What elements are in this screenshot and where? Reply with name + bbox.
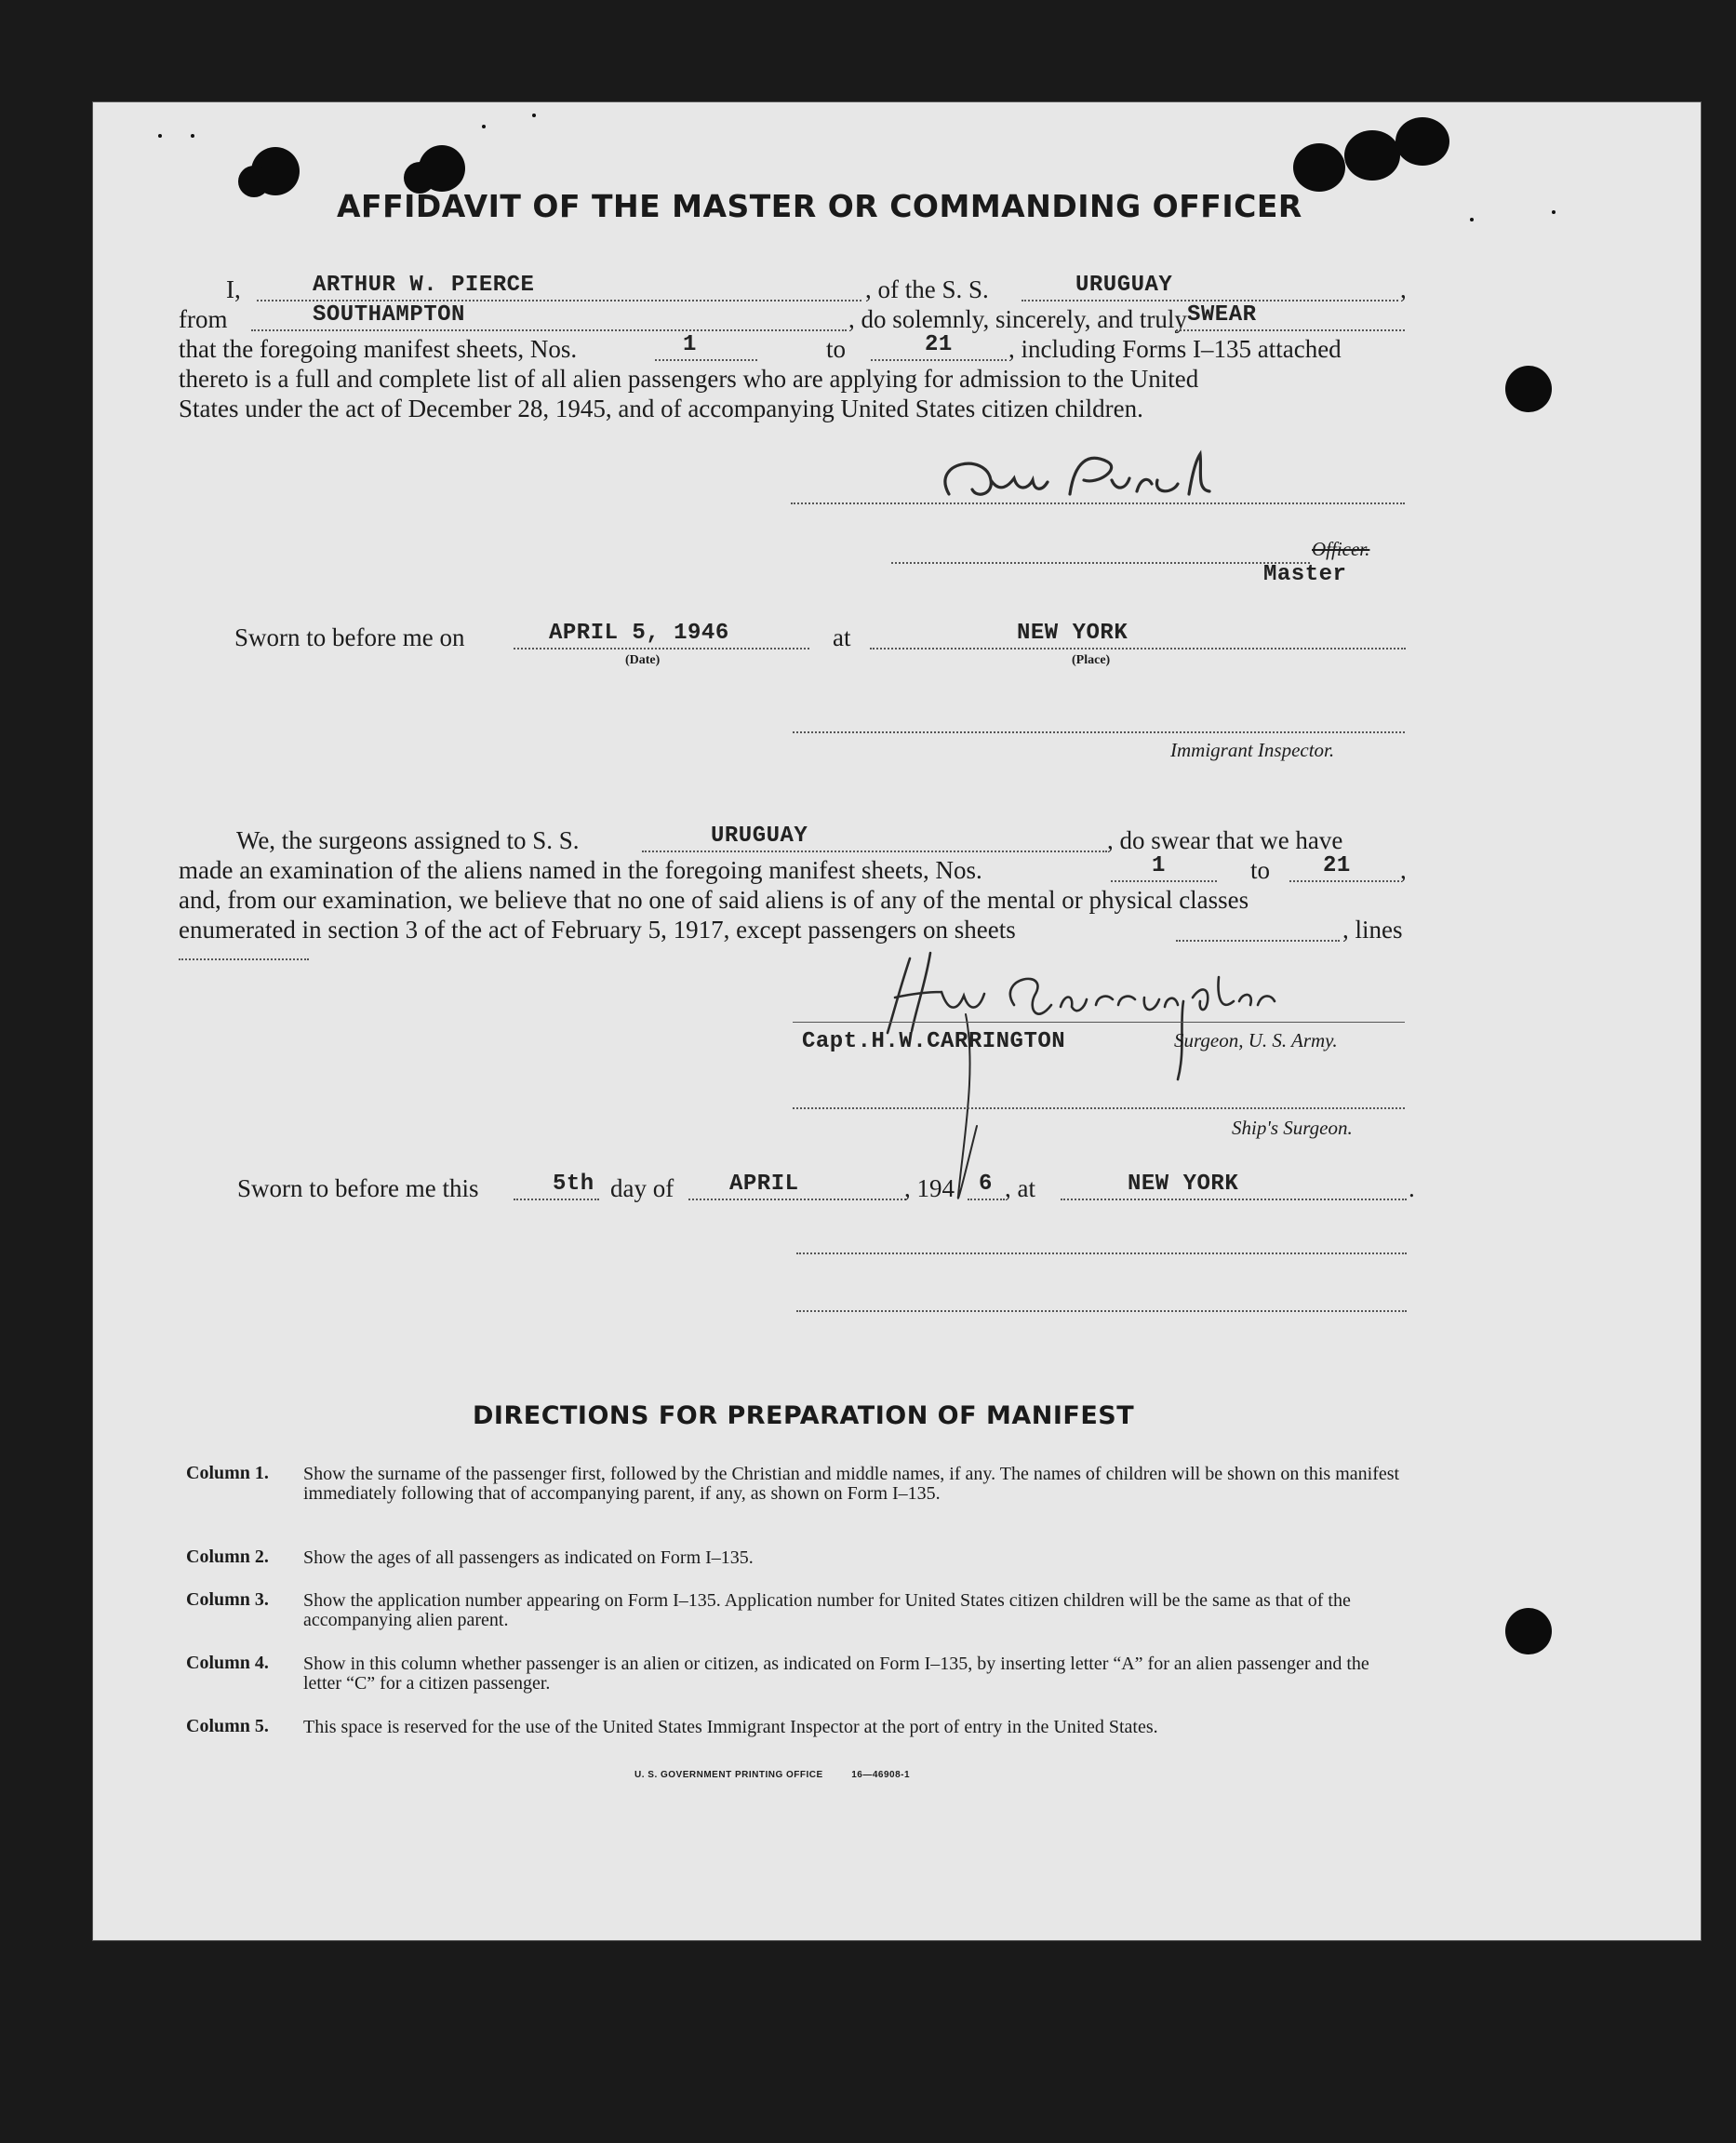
directions-title: DIRECTIONS FOR PREPARATION OF MANIFEST bbox=[473, 1401, 1135, 1430]
sworn-year-value: 6 bbox=[979, 1172, 993, 1197]
punch-hole bbox=[1505, 1608, 1552, 1654]
sheet-to-value: 21 bbox=[925, 332, 953, 357]
affidavit-text: that the foregoing manifest sheets, Nos. bbox=[179, 335, 578, 363]
column-5-text: This space is reserved for the use of the United States Immigrant Inspector at the port of entry in the United States. bbox=[303, 1717, 1158, 1737]
affidavit-text: to bbox=[826, 335, 847, 363]
ink-fleck bbox=[482, 125, 486, 128]
oath-field bbox=[1176, 302, 1405, 331]
inspector-line bbox=[793, 731, 1405, 733]
printer-name: U. S. GOVERNMENT PRINTING OFFICE bbox=[634, 1770, 823, 1780]
officer-line bbox=[891, 562, 1310, 564]
affidavit-text: , bbox=[1400, 275, 1407, 303]
column-2-text: Show the ages of all passengers as indicated on Form I–135. bbox=[303, 1547, 754, 1568]
sworn-day-text: Sworn to before me this bbox=[237, 1174, 479, 1202]
column-3-text: Show the application number appearing on Form I–135. Application number for United States citizen children will be the same as that of the accompanying alien parent. bbox=[303, 1590, 1351, 1630]
sheet-from-value: 1 bbox=[683, 332, 697, 357]
affidavit-text: , do solemnly, sincerely, and truly bbox=[848, 305, 1187, 333]
surgeon-ship-field bbox=[642, 824, 1107, 852]
surgeon-signature-line bbox=[793, 1022, 1405, 1023]
ships-surgeon-line bbox=[793, 1107, 1405, 1109]
ships-surgeon-label: Ship's Surgeon. bbox=[1232, 1117, 1353, 1139]
punch-hole bbox=[1505, 366, 1552, 412]
affidavit-text: States under the act of December 28, 1945, and of accompanying United States citizen children. bbox=[179, 395, 1143, 422]
punch-hole bbox=[238, 166, 270, 197]
sworn-place-field bbox=[1061, 1172, 1407, 1200]
manifest-affidavit-page bbox=[93, 102, 1701, 1940]
except-lines-field bbox=[179, 958, 309, 960]
column-1-label: Column 1. bbox=[186, 1463, 269, 1483]
surgeons-text: to bbox=[1250, 856, 1271, 884]
affidavit-text: from bbox=[179, 305, 228, 333]
column-4-text: Show in this column whether passenger is an alien or citizen, as indicated on Form I–135, by inserting letter “A” for an alien passenger and the letter “C” for a citizen passenger. bbox=[303, 1654, 1369, 1694]
master-signature bbox=[921, 443, 1256, 517]
affidavit-text: thereto is a full and complete list of all alien passengers who are applying for admission to the United bbox=[179, 365, 1199, 393]
sheet-from-field bbox=[655, 332, 757, 361]
master-name-field bbox=[257, 273, 861, 301]
column-1-text: Show the surname of the passenger first, followed by the Christian and middle names, if any. The names of children will be shown on this manifest immediately following that of accompanying parent, if any, as shown on Form I–135. bbox=[303, 1464, 1400, 1504]
notary-line-2 bbox=[796, 1310, 1407, 1312]
sworn-day-text: . bbox=[1409, 1174, 1415, 1202]
surgeon-army-label: Surgeon, U. S. Army. bbox=[1174, 1029, 1338, 1051]
sworn-label: Sworn to before me on bbox=[234, 623, 465, 651]
affidavit-title: AFFIDAVIT OF THE MASTER OR COMMANDING OFFICER bbox=[337, 188, 1302, 224]
column-3-label: Column 3. bbox=[186, 1589, 269, 1610]
column-2-label: Column 2. bbox=[186, 1547, 269, 1567]
ship-name-field bbox=[1022, 273, 1398, 301]
surgeon-sheet-from-field bbox=[1111, 853, 1217, 882]
sworn-day-text: , 194 bbox=[904, 1174, 955, 1202]
sworn-date-value: APRIL 5, 1946 bbox=[549, 621, 729, 646]
sworn-month-field bbox=[688, 1172, 906, 1200]
inspector-label: Immigrant Inspector. bbox=[1170, 739, 1335, 761]
oath-value: SWEAR bbox=[1187, 302, 1257, 328]
surgeon-ship-value: URUGUAY bbox=[711, 824, 808, 849]
printer-imprint bbox=[634, 1770, 910, 1780]
surgeons-text: enumerated in section 3 of the act of February 5, 1917, except passengers on sheets bbox=[179, 916, 1016, 944]
surgeons-text: made an examination of the aliens named in the foregoing manifest sheets, Nos. bbox=[179, 856, 982, 884]
form-code: 16—46908-1 bbox=[851, 1770, 911, 1780]
ship-name-value: URUGUAY bbox=[1075, 273, 1173, 298]
surgeons-text: , lines bbox=[1342, 916, 1403, 944]
surgeons-text: and, from our examination, we believe that no one of said aliens is of any of the mental or physical classes bbox=[179, 886, 1249, 914]
sworn-place-field bbox=[870, 621, 1406, 650]
surgeon-sheet-to-value: 21 bbox=[1323, 853, 1351, 878]
punch-hole bbox=[1344, 130, 1400, 181]
surgeons-text: , do swear that we have bbox=[1107, 826, 1343, 854]
sworn-date-field bbox=[514, 621, 809, 650]
place-caption: (Place) bbox=[1072, 653, 1111, 667]
sworn-day-value: 5th bbox=[553, 1172, 594, 1197]
column-5-label: Column 5. bbox=[186, 1716, 269, 1736]
sworn-place-value: NEW YORK bbox=[1017, 621, 1128, 646]
notary-line-1 bbox=[796, 1252, 1407, 1254]
date-caption: (Date) bbox=[625, 653, 661, 667]
surgeons-text: We, the surgeons assigned to S. S. bbox=[236, 826, 580, 854]
ink-fleck bbox=[191, 134, 194, 138]
at-label: at bbox=[833, 623, 851, 651]
sheet-to-field bbox=[871, 332, 1007, 361]
ink-fleck bbox=[1470, 218, 1474, 221]
officer-label: Officer. bbox=[1312, 538, 1370, 560]
officer-typed-value: Master bbox=[1263, 562, 1347, 587]
affidavit-text: I, bbox=[226, 275, 241, 303]
sworn-day-text: , at bbox=[1005, 1174, 1035, 1202]
surgeon-sheet-to-field bbox=[1289, 853, 1399, 882]
sworn-place-value: NEW YORK bbox=[1128, 1172, 1239, 1197]
surgeon-sheet-from-value: 1 bbox=[1152, 853, 1166, 878]
affidavit-text: , of the S. S. bbox=[865, 275, 989, 303]
surgeon-typed-name: Capt.H.W.CARRINGTON bbox=[802, 1029, 1066, 1054]
column-4-label: Column 4. bbox=[186, 1653, 269, 1673]
affidavit-text: , including Forms I–135 attached bbox=[1008, 335, 1342, 363]
sworn-day-field bbox=[514, 1172, 599, 1200]
master-signature-line bbox=[791, 502, 1405, 504]
ink-fleck bbox=[158, 134, 162, 138]
punch-hole bbox=[1293, 143, 1345, 192]
punch-hole bbox=[1395, 117, 1449, 166]
sworn-month-value: APRIL bbox=[729, 1172, 799, 1197]
sworn-year-field bbox=[968, 1172, 1005, 1200]
from-port-field bbox=[251, 302, 847, 331]
surgeons-text: , bbox=[1400, 856, 1407, 884]
ink-fleck bbox=[1552, 210, 1556, 214]
master-name-value: ARTHUR W. PIERCE bbox=[313, 273, 535, 298]
from-port-value: SOUTHAMPTON bbox=[313, 302, 465, 328]
ink-fleck bbox=[532, 114, 536, 117]
sworn-day-text: day of bbox=[610, 1174, 674, 1202]
